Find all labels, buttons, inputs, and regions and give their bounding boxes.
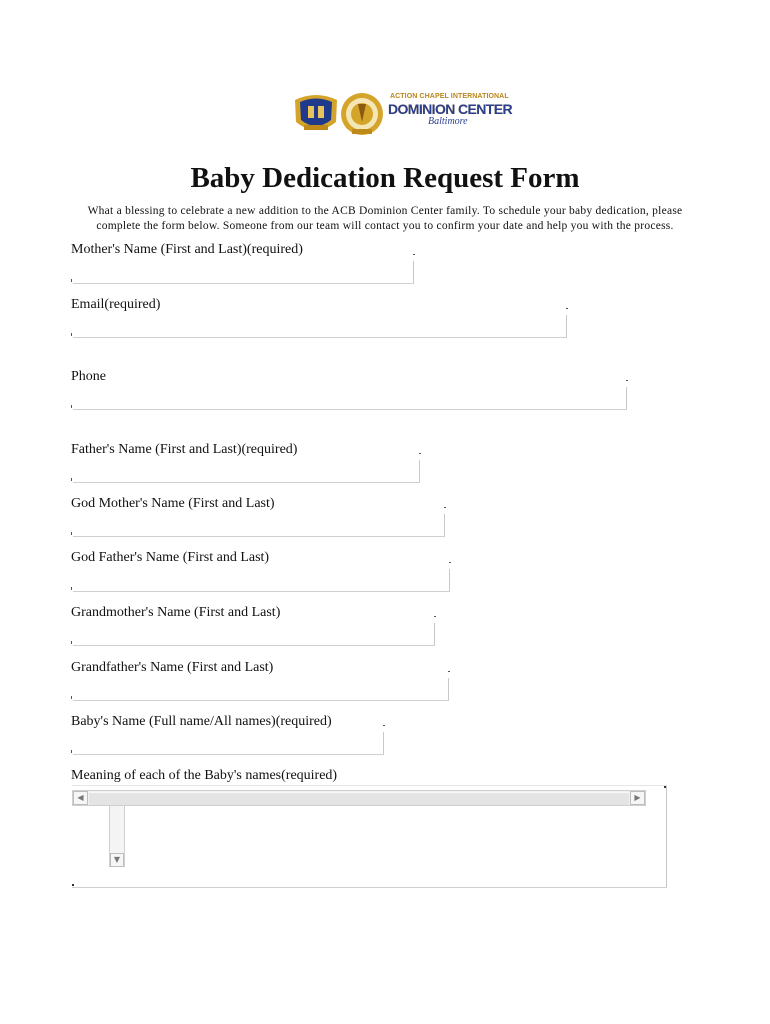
email-input[interactable] — [73, 315, 567, 338]
godfather-name-input[interactable] — [73, 569, 450, 592]
crest-emblems-icon — [292, 92, 388, 138]
horizontal-scrollbar[interactable] — [72, 790, 646, 806]
phone-label: Phone — [71, 369, 106, 384]
godfather-name-label: God Father's Name (First and Last) — [71, 550, 270, 565]
logo-text-main: DOMINION CENTER — [388, 101, 513, 117]
mother-name-label: Mother's Name (First and Last)(required) — [71, 242, 303, 257]
chevron-left-icon[interactable]: ◀ — [73, 791, 88, 805]
grandfather-name-input[interactable] — [73, 678, 449, 701]
field-corner-mark — [664, 786, 666, 788]
baby-name-label: Baby's Name (Full name/All names)(required) — [71, 714, 332, 729]
baby-name-input[interactable] — [73, 732, 384, 755]
email-label: Email(required) — [71, 297, 161, 312]
intro-line-1: What a blessing to celebrate a new addition to the ACB Dominion Center family. To schedule your baby dedication, please — [87, 205, 683, 217]
logo-text-city: Baltimore — [428, 116, 468, 127]
chevron-right-icon[interactable]: ▶ — [630, 791, 645, 805]
vertical-scrollbar[interactable] — [109, 806, 125, 867]
name-meaning-label: Meaning of each of the Baby's names(required) — [71, 768, 338, 783]
field-corner-mark — [72, 884, 74, 886]
form-intro — [60, 204, 710, 234]
father-name-input[interactable] — [73, 460, 420, 483]
phone-input[interactable] — [73, 387, 627, 410]
father-name-label: Father's Name (First and Last)(required) — [71, 442, 298, 457]
grandmother-name-label: Grandmother's Name (First and Last) — [71, 605, 281, 620]
scroll-thumb[interactable] — [89, 792, 629, 805]
grandmother-name-input[interactable] — [73, 623, 435, 646]
chevron-down-icon[interactable]: ▼ — [110, 853, 124, 867]
godmother-name-input[interactable] — [73, 514, 445, 537]
grandfather-name-label: Grandfather's Name (First and Last) — [71, 660, 274, 675]
mother-name-input[interactable] — [73, 261, 414, 284]
intro-line-2: complete the form below. Someone from our team will contact you to confirm your date and help you with the process. — [96, 220, 674, 232]
godmother-name-label: God Mother's Name (First and Last) — [71, 496, 275, 511]
church-logo — [292, 92, 513, 138]
logo-text-top: ACTION CHAPEL INTERNATIONAL — [390, 93, 509, 100]
form-title: Baby Dedication Request Form — [190, 162, 580, 194]
